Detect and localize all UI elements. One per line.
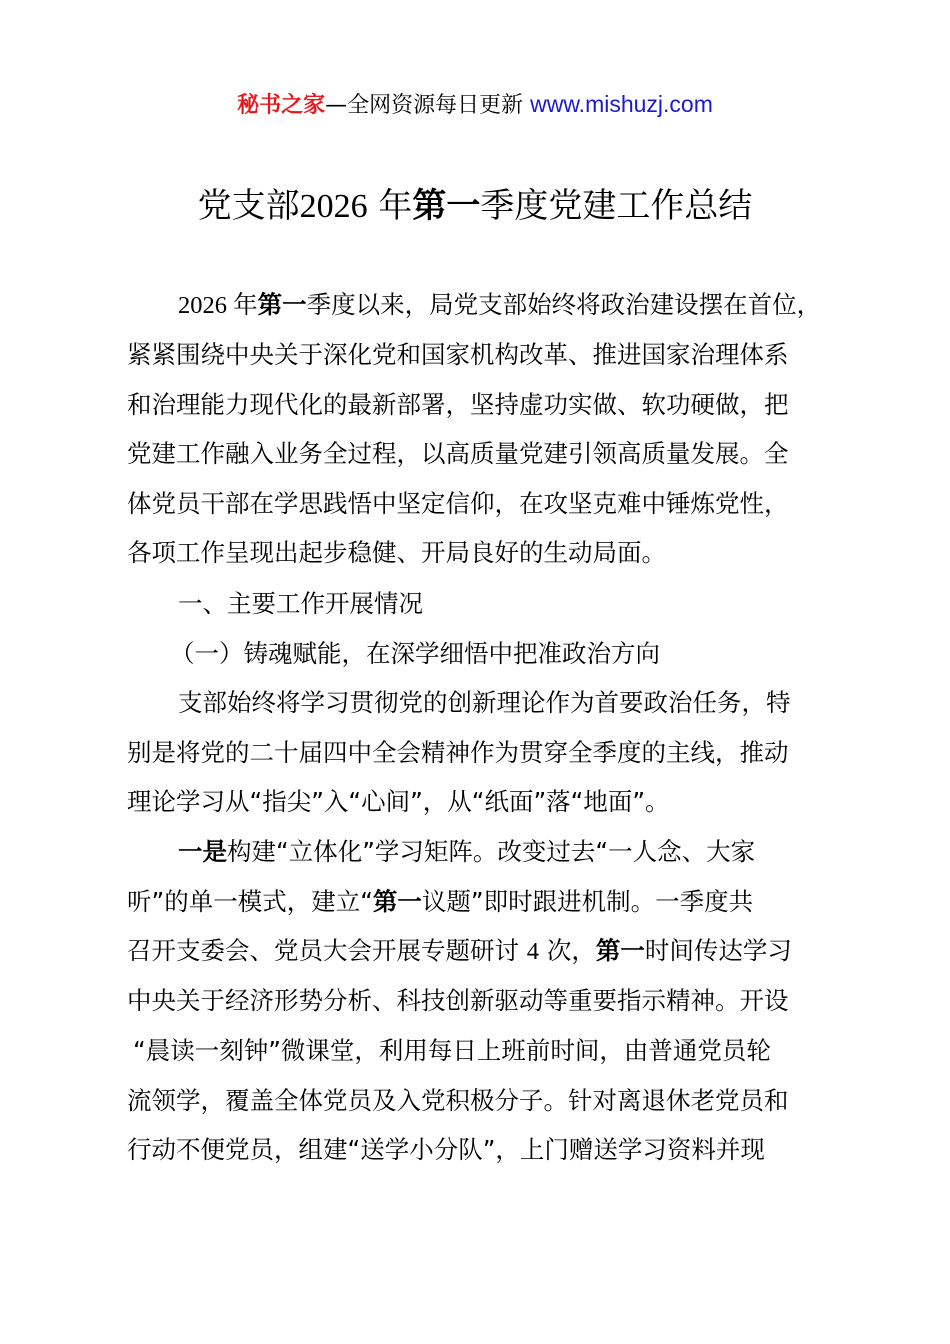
text-line — [127, 1125, 765, 1175]
brand-name: 秘书之家 — [237, 93, 326, 118]
text-segment: 季度以来，局党支部始终将政治建设摆在首位， — [306, 290, 822, 319]
text-line — [127, 926, 792, 976]
text-segment: 听”的单一模式，建立“ — [127, 887, 373, 916]
text-segment: 行动不便党员，组建“送学小分队”，上门赠送学习资料并现 — [127, 1135, 765, 1164]
text-line — [127, 528, 666, 578]
text-segment: 和治理能力现代化的最新部署，坚持虚功实做、软功硬做，把 — [127, 390, 789, 419]
text-segment: 支部始终将学习贯彻党的创新理论作为首要政治任务，特 — [178, 688, 791, 717]
text-segment: 理论学习从“指尖”入“心间”，从“纸面”落“地面”。 — [127, 787, 670, 816]
text-line — [170, 629, 660, 679]
site-url-link[interactable]: www.mishuzj.com — [530, 91, 713, 117]
site-banner — [0, 88, 950, 122]
bold-text: 第一 — [595, 936, 645, 965]
text-segment: 构建“立体化”学习矩阵。改变过去“一人念、大家 — [227, 837, 756, 866]
text-segment: 党建工作融入业务全过程，以高质量党建引领高质量发展。全 — [127, 439, 789, 468]
text-line — [178, 280, 821, 330]
text-segment: “晨读一刻钟”微课堂，利用每日上班前时间，由普通党员轮 — [133, 1036, 771, 1065]
banner-tagline: —全网资源每日更新 — [325, 93, 531, 118]
text-line — [178, 678, 791, 728]
text-segment: 次， — [539, 936, 596, 965]
text-segment: 紧紧围绕中央关于深化党和国家机构改革、推进国家治理体系 — [127, 340, 789, 369]
text-line — [127, 777, 670, 827]
text-line — [178, 827, 755, 877]
text-line — [127, 1076, 789, 1126]
title-text: 年 — [367, 186, 413, 226]
text-line — [127, 877, 753, 927]
text-segment: 别是将党的二十届四中全会精神作为贯穿全季度的主线，推动 — [127, 738, 789, 767]
title-year: 2026 — [299, 188, 368, 225]
text-segment: （一）铸魂赋能，在深学细悟中把准政治方向 — [170, 639, 660, 668]
text-segment: 时间传达学习 — [644, 936, 792, 965]
text-segment: 流领学，覆盖全体党员及入党积极分子。针对离退休老党员和 — [127, 1086, 789, 1115]
text-segment: 中央关于经济形势分析、科技创新驱动等重要指示精神。开设 — [127, 986, 789, 1015]
text-segment: 议题”即时跟进机制。一季度共 — [421, 887, 754, 916]
bold-text: 第一 — [372, 887, 422, 916]
bold-text: 一是 — [178, 837, 227, 866]
text-segment: 体党员干部在学思践悟中坚定信仰，在攻坚克难中锤炼党性， — [127, 489, 789, 518]
text-line — [127, 330, 789, 380]
text-line — [178, 579, 423, 629]
text-segment: 各项工作呈现出起步稳健、开局良好的生动局面。 — [127, 538, 666, 567]
text-line — [127, 976, 789, 1026]
text-segment: 召开支委会、党员大会开展专题研讨 — [127, 936, 527, 965]
title-text: 季度党建工作总结 — [480, 186, 753, 226]
title-text: 党支部 — [197, 186, 300, 226]
document-title — [0, 184, 950, 229]
text-line — [133, 1026, 771, 1076]
bold-text: 第一 — [257, 290, 307, 319]
text-segment: 4 — [526, 938, 540, 965]
text-line — [127, 728, 789, 778]
text-segment: 一、主要工作开展情况 — [178, 589, 423, 618]
text-segment: 2026 年 — [178, 292, 258, 319]
text-line — [127, 380, 789, 430]
text-line — [127, 429, 789, 479]
title-bold-text: 第一 — [412, 186, 481, 226]
text-line — [127, 479, 789, 529]
